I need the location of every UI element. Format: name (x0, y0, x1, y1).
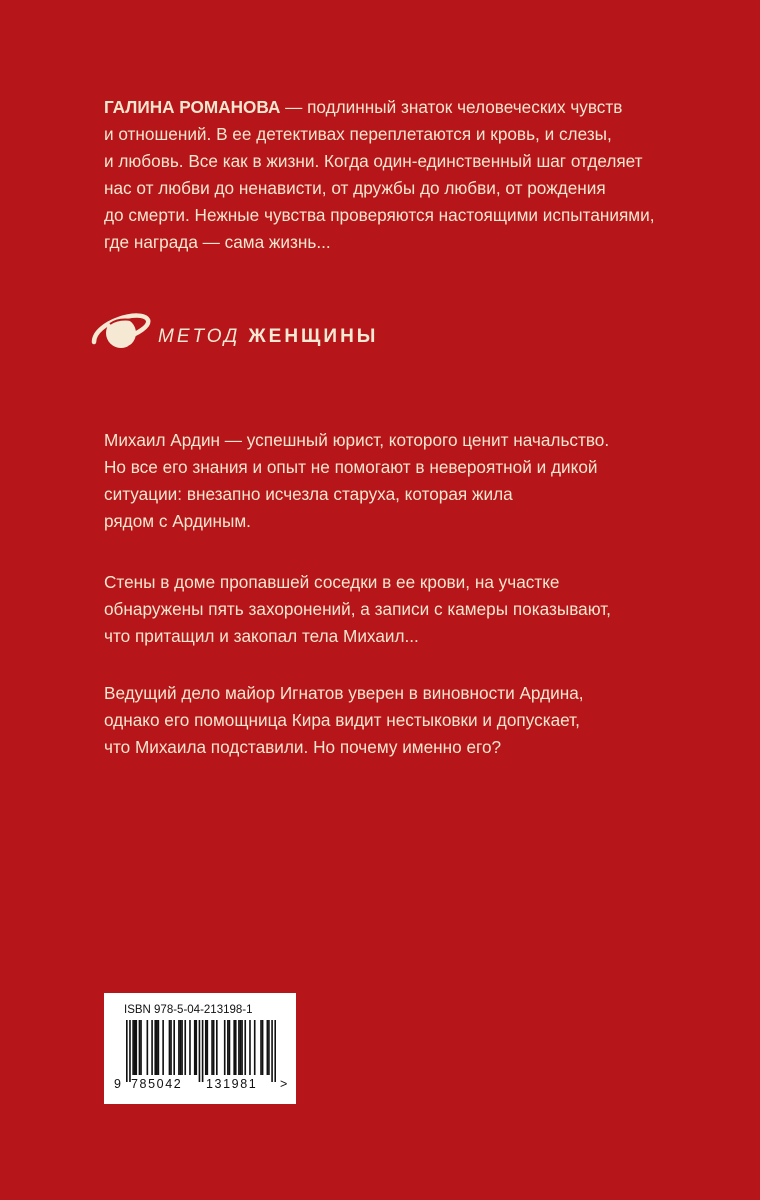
synopsis-paragraph-3 (104, 680, 584, 761)
barcode-bar (126, 1020, 128, 1082)
synopsis-line: обнаружены пять захоронений, а записи с камеры показывают, (104, 599, 611, 619)
barcode-bar (216, 1020, 218, 1075)
barcode-digit-group-2: 131981 (206, 1077, 258, 1091)
synopsis-line: что Михаила подставили. Но почему именно его? (104, 737, 502, 757)
author-blurb-line: до смерти. Нежные чувства проверяются настоящими испытаниями, (104, 205, 655, 225)
barcode-bar (194, 1020, 196, 1075)
synopsis-line: Но все его знания и опыт не помогают в невероятной и дикой (104, 457, 598, 477)
barcode-bar (224, 1020, 226, 1075)
barcode-bar (151, 1020, 153, 1075)
barcode-bar (271, 1020, 273, 1082)
planet-lips-icon (90, 302, 152, 364)
barcode-bar (235, 1020, 237, 1075)
barcode-bar (129, 1020, 131, 1082)
barcode-bar (140, 1020, 142, 1075)
barcode-end-mark: > (280, 1077, 288, 1091)
series-logo (90, 302, 379, 366)
barcode-bars (126, 1020, 276, 1082)
barcode-bar (180, 1020, 182, 1075)
barcode-bar (147, 1020, 149, 1075)
barcode-first-digit: 9 (114, 1077, 121, 1091)
author-blurb-line: где награда — сама жизнь... (104, 232, 331, 252)
barcode-bar (213, 1020, 215, 1075)
barcode-bar (207, 1020, 209, 1075)
isbn-label: ISBN 978-5-04-213198-1 (124, 1004, 253, 1016)
barcode-bar (267, 1020, 269, 1075)
synopsis-line: однако его помощница Кира видит нестыковки и допускает, (104, 710, 580, 730)
synopsis-paragraph-2 (104, 569, 611, 650)
barcode-bar (195, 1020, 197, 1075)
barcode-bar (240, 1020, 242, 1075)
barcode-bar (227, 1020, 229, 1075)
barcode-bar (199, 1020, 201, 1082)
barcode-digit-group-1: 785042 (131, 1077, 183, 1091)
barcode-bar (156, 1020, 158, 1075)
synopsis-line: Ведущий дело майор Игнатов уверен в виновности Ардина, (104, 683, 584, 703)
barcode-bar (244, 1020, 246, 1075)
author-blurb-line: и отношений. В ее детективах переплетаются и кровь, и слезы, (104, 124, 612, 144)
author-blurb-line: и любовь. Все как в жизни. Когда один-единственный шаг отделяет (104, 151, 643, 171)
isbn-barcode (104, 993, 296, 1104)
synopsis-line: Стены в доме пропавшей соседки в ее крови, на участке (104, 572, 560, 592)
author-blurb (104, 94, 655, 256)
barcode-bar (268, 1020, 270, 1075)
author-blurb-line: ГАЛИНА РОМАНОВА — подлинный знаток человеческих чувств (104, 97, 623, 117)
series-word-2: ЖЕНЩИНЫ (248, 326, 379, 347)
barcode-bar (274, 1020, 276, 1082)
barcode-bar (189, 1020, 191, 1075)
barcode-bar (170, 1020, 172, 1075)
barcode-bar (132, 1020, 134, 1075)
synopsis-line: что притащил и закопал тела Михаил... (104, 626, 419, 646)
barcode-bar (154, 1020, 156, 1075)
author-name: ГАЛИНА РОМАНОВА (104, 97, 281, 117)
barcode-bar (181, 1020, 183, 1075)
barcode-bar (134, 1020, 136, 1075)
barcode-bar (241, 1020, 243, 1075)
barcode-bar (158, 1020, 160, 1075)
synopsis-line: Михаил Ардин — успешный юрист, которого ценит начальство. (104, 430, 610, 450)
barcode-bar (184, 1020, 186, 1075)
barcode-bar (205, 1020, 207, 1075)
barcode-bar (169, 1020, 171, 1075)
barcode-bar (249, 1020, 251, 1075)
barcode-bar (202, 1020, 204, 1082)
barcode-bar (260, 1020, 262, 1075)
author-blurb-line: нас от любви до ненависти, от дружбы до любви, от рождения (104, 178, 606, 198)
barcode-bar (173, 1020, 175, 1075)
barcode-bar (211, 1020, 213, 1075)
series-title (158, 326, 378, 348)
barcode-bar (262, 1020, 264, 1075)
barcode-bar (233, 1020, 235, 1075)
barcode-bar (135, 1020, 137, 1075)
barcode-bar (162, 1020, 164, 1075)
synopsis-line: ситуации: внезапно исчезла старуха, которая жила (104, 484, 513, 504)
barcode-bar (139, 1020, 141, 1075)
synopsis-paragraph-1 (104, 427, 609, 535)
barcode-bar (178, 1020, 180, 1075)
barcode-bar (238, 1020, 240, 1075)
synopsis-line: рядом с Ардиным. (104, 511, 251, 531)
barcode-bar (229, 1020, 231, 1075)
barcode-bar (254, 1020, 256, 1075)
series-word-1: МЕТОД (158, 326, 241, 347)
